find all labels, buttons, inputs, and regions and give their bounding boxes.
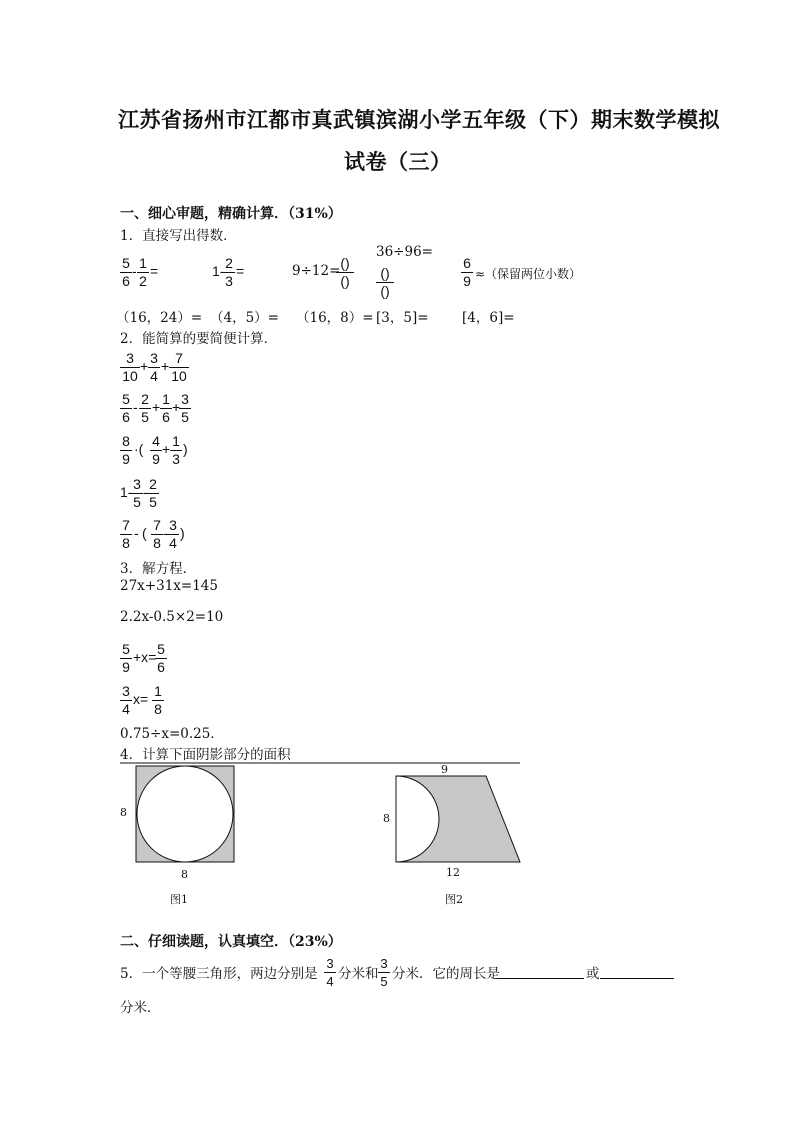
q3-label: 3．解方程． — [120, 561, 197, 577]
q1-row2-item2: （4，5）= — [210, 310, 279, 326]
q1-row2-item1: （16，24）= — [116, 310, 203, 326]
q1-row2-item4: [3，5]= — [376, 310, 429, 326]
q2-e1-plus2: + — [161, 358, 170, 374]
q2-e1-plus1: + — [140, 358, 149, 374]
q2-e4-minus: - — [143, 484, 148, 500]
q2-e3-frac2: 4 9 — [150, 434, 162, 467]
q3-eq3-frac1: 5 9 — [120, 642, 132, 675]
q2-e2-plus2: + — [172, 399, 181, 415]
q2-e5-minus2: - — [163, 525, 168, 541]
q2-e5-frac3: 3 4 — [167, 518, 179, 551]
q2-e5-minus1: - — [134, 525, 139, 541]
q1-label: 1．直接写出得数． — [120, 228, 237, 244]
fig1-bottom-label: 8 — [181, 868, 188, 881]
fig2-caption: 图2 — [445, 893, 463, 906]
q1-item1-frac-a: 5 6 — [120, 256, 132, 289]
q3-eq2: 2.2x-0.5×2=10 — [120, 609, 224, 625]
q1-item5-tail: ≈（保留两位小数） — [475, 267, 582, 281]
page-title-line1: 江苏省扬州市江都市真武镇滨湖小学五年级（下）期末数学模拟 — [118, 107, 720, 132]
q3-eq1: 27x+31x=145 — [120, 578, 218, 594]
q1-item1-frac-b: 1 2 — [137, 256, 149, 289]
q2-e5-frac1: 7 8 — [120, 518, 132, 551]
q2-e3-frac3: 1 3 — [170, 434, 182, 467]
q2-label: 2．能简算的要简便计算． — [120, 331, 278, 347]
q5-tail: 分米． — [120, 1000, 161, 1016]
fig1-circle — [137, 766, 233, 862]
q5-frac1: 3 4 — [324, 956, 336, 989]
q4-label: 4．计算下面阴影部分的面积 — [120, 747, 291, 763]
q2-e4-lead: 1- — [120, 484, 133, 500]
q2-e5-open: ( — [142, 525, 147, 541]
q1-row2-item3: （16，8）= — [296, 310, 374, 326]
q2-e1-frac2: 3 4 — [148, 351, 160, 384]
q2-e2-frac4: 3 5 — [179, 392, 191, 425]
q5-mid2: 分米．它的周长是 — [392, 966, 500, 982]
q2-e3-plus: + — [162, 441, 171, 457]
q2-e2-frac3: 1 6 — [160, 392, 172, 425]
q1-item4-text: 36÷96= — [376, 244, 433, 260]
page-title-line2: 试卷（三） — [344, 149, 452, 174]
q1-item3-frac: () () — [336, 256, 354, 289]
q2-e3-frac1: 8 9 — [120, 434, 132, 467]
q2-e2-minus: - — [133, 399, 138, 415]
q1-item2-frac: 2 3 — [223, 256, 235, 289]
q1-item1-eq: = — [150, 263, 159, 279]
q2-e3-close: ) — [183, 441, 188, 457]
fig2-left-label: 8 — [383, 812, 390, 825]
q1-item3-text: 9÷12= — [292, 263, 341, 279]
q4-figures — [110, 760, 530, 910]
q2-e3-open: ·( — [134, 441, 144, 457]
q5-frac2: 3 5 — [378, 956, 390, 989]
q3-eq5: 0.75÷x=0.25． — [120, 726, 224, 742]
q2-e5-frac2: 7 8 — [151, 518, 163, 551]
q3-eq4-frac1: 3 4 — [120, 684, 132, 717]
q3-eq3-frac2: 5 6 — [155, 642, 167, 675]
q5-answer-blank-2[interactable] — [600, 964, 674, 979]
fig1-left-label: 8 — [120, 806, 127, 819]
q2-e1-frac1: 3 10 — [120, 351, 140, 384]
q2-e1-frac3: 7 10 — [169, 351, 189, 384]
q1-item5-frac: 6 9 — [461, 256, 473, 289]
q2-e2-frac1: 5 6 — [120, 392, 132, 425]
q2-e4-frac2: 2 5 — [147, 477, 159, 510]
q5-answer-blank-1[interactable] — [498, 964, 584, 979]
q5-prefix: 5．一个等腰三角形，两边分别是 — [120, 966, 318, 982]
q3-eq4-mid: x= — [133, 691, 149, 707]
q1-item2-eq: = — [236, 263, 245, 279]
q1-item2-lead: 1- — [212, 263, 225, 279]
q5-or: 或 — [586, 966, 600, 982]
q1-row2-item5: [4，6]= — [462, 310, 515, 326]
q2-e2-plus1: + — [152, 399, 161, 415]
q2-e5-close: ) — [180, 525, 185, 541]
fig1-caption: 图1 — [170, 893, 188, 906]
q5-mid1: 分米和 — [338, 966, 379, 982]
section1-heading: 一、细心审题，精确计算．（31%） — [120, 206, 342, 222]
q2-e2-frac2: 2 5 — [139, 392, 151, 425]
q3-eq3-mid: +x= — [133, 649, 157, 665]
q2-e4-frac1: 3 5 — [131, 477, 143, 510]
fig2-bottom-label: 12 — [446, 866, 460, 879]
section2-heading: 二、仔细读题，认真填空．（23%） — [120, 934, 342, 950]
q1-item4-frac: () () — [376, 266, 394, 299]
q3-eq4-frac2: 1 8 — [152, 684, 164, 717]
q1-item1-minus: - — [132, 263, 137, 279]
fig2-top-label: 9 — [441, 763, 448, 776]
